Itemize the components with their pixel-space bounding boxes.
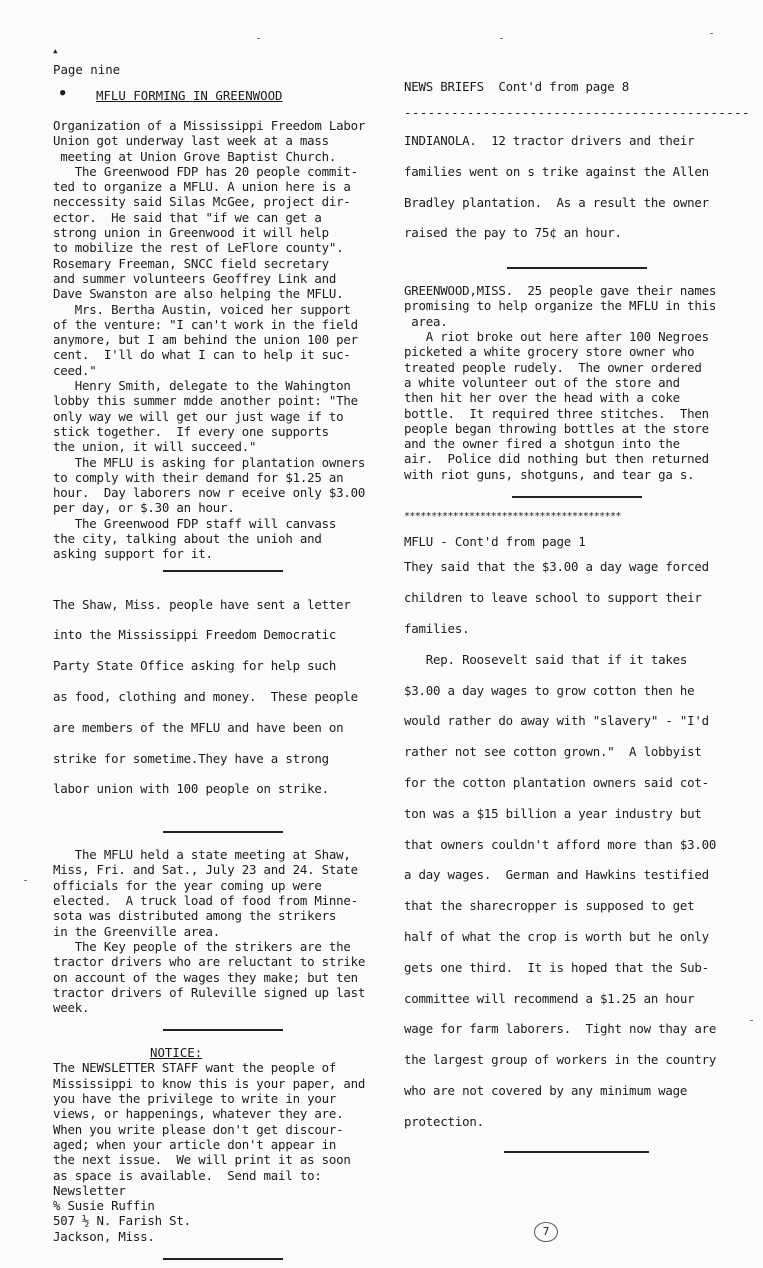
brief-greenwood — [404, 283, 749, 482]
print-speck — [500, 38, 503, 39]
text-line: aged; when your article don't appear in — [53, 1136, 337, 1152]
print-speck — [257, 38, 260, 39]
text-line: air. Police did nothing but then returned — [404, 451, 709, 467]
article-heading-mflu-greenwood: MFLU FORMING IN GREENWOOD — [96, 88, 283, 103]
text-line: tractor drivers who are reluctant to strike — [53, 954, 366, 970]
text-line: you have the privilege to write in your — [53, 1091, 337, 1107]
dashed-rule: -------------------------------------------- — [404, 105, 750, 120]
text-line: to mobilize the rest of LeFlore county". — [53, 240, 344, 256]
text-line: elected. A truck load of food from Minne- — [53, 893, 358, 909]
text-line: Dave Swanston are also helping the MFLU. — [53, 286, 344, 302]
divider-rule — [163, 831, 283, 833]
text-line: stick together. If every one supports — [53, 423, 329, 439]
text-line: Jackson, Miss. — [53, 1228, 155, 1244]
text-line: ton was a $15 billion a year industry but — [404, 805, 702, 821]
page-folio-number: 7 — [534, 1222, 558, 1242]
text-line: committee will recommend a $1.25 an hour — [404, 990, 695, 1006]
divider-rule — [163, 1029, 283, 1031]
article-shaw-letter — [53, 590, 393, 806]
text-line: $3.00 a day wages to grow cotton then he — [404, 682, 695, 698]
text-line: as food, clothing and money. These people — [53, 689, 358, 704]
text-line: only way we will get our just wage if to — [53, 408, 344, 424]
notice-heading: NOTICE: — [150, 1045, 203, 1061]
text-line: for the cotton plantation owners said cot- — [404, 774, 709, 790]
text-line: that owners couldn't afford more than $3.00 — [404, 836, 717, 852]
text-line: a day wages. German and Hawkins testified — [404, 867, 709, 883]
text-line: Rosemary Freeman, SNCC field secretary — [53, 255, 329, 271]
continued-heading: MFLU - Cont'd from page 1 — [404, 534, 586, 550]
text-line: into the Mississippi Freedom Democratic — [53, 627, 337, 643]
text-line: Henry Smith, delegate to the Wahington — [53, 378, 351, 394]
text-line: wage for farm laborers. Tight now thay are — [404, 1021, 717, 1037]
text-line: ector. He said that "if we can get a — [53, 209, 322, 225]
text-line: and the owner fired a shotgun into the — [404, 436, 680, 452]
text-line: tractor drivers of Ruleville signed up last — [53, 984, 366, 1000]
article-state-meeting — [53, 847, 393, 1015]
text-line: ted to organize a MFLU. A union here is a — [53, 179, 351, 195]
divider-rule — [163, 570, 283, 572]
text-line: The MFLU is asking for plantation owners — [53, 454, 366, 470]
text-line: people began throwing bottles at the store — [404, 420, 709, 436]
text-line: to comply with their demand for $1.25 an — [53, 469, 344, 485]
text-line: and summer volunteers Geoffrey Link and — [53, 270, 337, 286]
divider-rule — [504, 1151, 649, 1153]
text-line: strike for sometime.They have a strong — [53, 750, 329, 766]
star-rule: **************************************** — [404, 511, 621, 523]
print-speck — [750, 1020, 753, 1021]
text-line: INDIANOLA. 12 tractor drivers and their — [404, 133, 695, 148]
text-line: The NEWSLETTER STAFF want the people of — [53, 1060, 337, 1076]
text-line: the next issue. We will print it as soon — [53, 1152, 351, 1168]
text-line: half of what the crop is worth but he only — [404, 928, 709, 944]
article-mflu-greenwood — [53, 118, 393, 562]
text-line: who are not covered by any minimum wage — [404, 1082, 688, 1098]
text-line: on account of the wages they make; but ten — [53, 969, 358, 985]
text-line: a white volunteer out of the store and — [404, 374, 680, 390]
text-line: 507 ½ N. Farish St. — [53, 1213, 191, 1229]
text-line: protection. — [404, 1113, 484, 1129]
text-line: that the sharecropper is supposed to get — [404, 898, 695, 914]
text-line: gets one third. It is hoped that the Sub- — [404, 959, 709, 975]
text-line: labor union with 100 people on strike. — [53, 781, 329, 797]
text-line: % Susie Ruffin — [53, 1198, 155, 1214]
right-column — [404, 78, 749, 1161]
text-line: The Greenwood FDP has 20 people commit- — [53, 163, 358, 179]
text-line: children to leave school to support their — [404, 590, 702, 606]
text-line: Mrs. Bertha Austin, voiced her support — [53, 301, 351, 317]
text-line: with riot guns, shotguns, and tear ga s. — [404, 466, 695, 482]
text-line: week. — [53, 1000, 90, 1016]
text-line: strong union in Greenwood it will help — [53, 225, 329, 241]
text-line: A riot broke out here after 100 Negroes — [404, 329, 709, 345]
text-line: picketed a white grocery store owner who — [404, 344, 695, 360]
text-line: When you write please don't get discour- — [53, 1121, 344, 1137]
print-speck — [24, 880, 27, 881]
text-line: families. — [404, 620, 470, 636]
divider-rule — [507, 267, 647, 269]
text-line: views, or happenings, whatever they are. — [53, 1106, 344, 1122]
text-line: anymore, but I am behind the union 100 per — [53, 332, 358, 348]
text-line: Bradley plantation. As a result the owner — [404, 194, 709, 210]
text-line: as space is available. Send mail to: — [53, 1167, 322, 1183]
text-line: They said that the $3.00 a day wage forced — [404, 559, 709, 575]
text-line: raised the pay to 75¢ an hour. — [404, 225, 622, 241]
brief-indianola — [404, 126, 749, 249]
text-line: of the venture: "I can't work in the field — [53, 316, 358, 332]
text-line: Mississippi to know this is your paper, and — [53, 1075, 366, 1091]
text-line: Rep. Roosevelt said that if it takes — [404, 651, 688, 667]
text-line: treated people rudely. The owner ordered — [404, 359, 702, 375]
bullet-mark: ▴ — [52, 44, 59, 57]
text-line: families went on s trike against the Allen — [404, 163, 709, 179]
left-column — [53, 62, 393, 1268]
text-line: cent. I'll do what I can to help it suc- — [53, 347, 351, 363]
text-line: Party State Office asking for help such — [53, 658, 337, 674]
text-line: rather not see cotton grown." A lobbyist — [404, 744, 702, 760]
text-line: the largest group of workers in the country — [404, 1052, 717, 1068]
text-line: meeting at Union Grove Baptist Church. — [53, 148, 337, 164]
text-line: The Greenwood FDP staff will canvass — [53, 515, 337, 531]
text-line: are members of the MFLU and have been on — [53, 719, 344, 735]
text-line: asking support for it. — [53, 546, 213, 562]
text-line: in the Greenville area. — [53, 923, 220, 939]
text-line: would rather do away with "slavery" - "I'd — [404, 713, 709, 729]
text-line: Newsletter — [53, 1182, 126, 1198]
dot-mark: ● — [60, 88, 66, 98]
text-line: Organization of a Mississippi Freedom Labor — [53, 118, 366, 133]
text-line: GREENWOOD,MISS. 25 people gave their names — [404, 283, 717, 299]
text-line: per day, or $.30 an hour. — [53, 500, 235, 516]
text-line: The MFLU held a state meeting at Shaw, — [53, 847, 351, 863]
text-line: the union, it will succeed." — [53, 439, 257, 455]
text-line: lobby this summer mdde another point: "The — [53, 393, 358, 409]
text-line: Miss, Fri. and Sat., July 23 and 24. State — [53, 862, 358, 878]
text-line: officials for the year coming up were — [53, 877, 322, 893]
text-line: promising to help organize the MFLU in this — [404, 298, 717, 314]
news-briefs-heading: NEWS BRIEFS Cont'd from page 8 — [404, 79, 630, 94]
text-line: neccessity said Silas McGee, project dir- — [53, 194, 351, 210]
page-label: Page nine — [53, 62, 121, 77]
text-line: area. — [404, 313, 448, 329]
text-line: Union got underway last week at a mass — [53, 133, 329, 149]
text-line: the city, talking about the unioh and — [53, 531, 322, 547]
divider-rule — [512, 496, 642, 498]
text-line: The Shaw, Miss. people have sent a letter — [53, 596, 351, 612]
text-line: bottle. It required three stitches. Then — [404, 405, 709, 421]
text-line: ceed." — [53, 362, 97, 378]
notice-body — [53, 1060, 393, 1244]
text-line: sota was distributed among the strikers — [53, 908, 337, 924]
article-mflu-continued — [404, 552, 749, 1137]
text-line: The Key people of the strikers are the — [53, 938, 351, 954]
print-speck — [710, 33, 713, 34]
text-line: then hit her over the head with a coke — [404, 390, 680, 406]
text-line: hour. Day laborers now r eceive only $3.00 — [53, 485, 366, 501]
